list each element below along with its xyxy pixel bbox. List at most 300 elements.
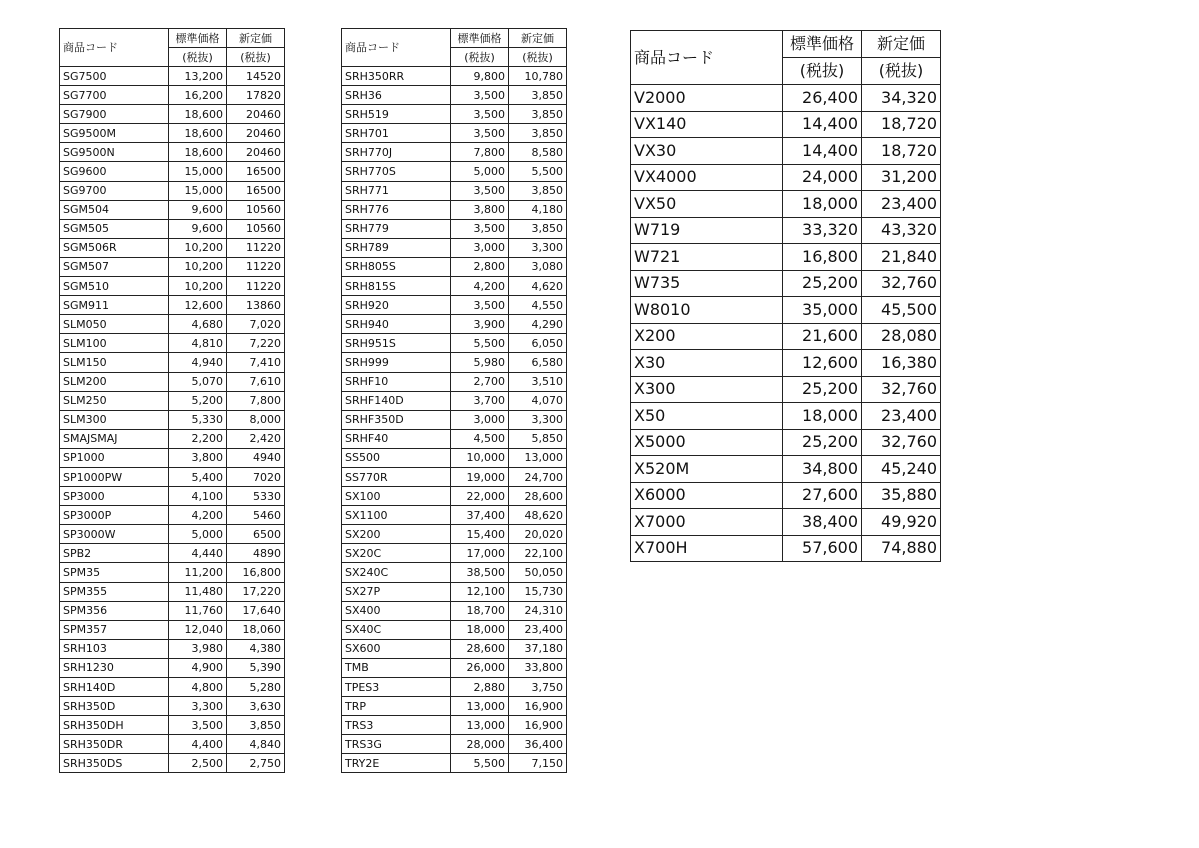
standard-price-cell: 16,800 xyxy=(783,244,862,271)
product-code-cell: TPES3 xyxy=(342,678,451,697)
new-price-cell: 24,310 xyxy=(509,601,567,620)
new-price-cell: 7,800 xyxy=(227,391,285,410)
standard-price-cell: 26,000 xyxy=(451,658,509,677)
product-code-cell: SPM35 xyxy=(60,563,169,582)
standard-price-cell: 38,400 xyxy=(783,509,862,536)
table-row xyxy=(60,506,285,525)
product-code-cell: SX200 xyxy=(342,525,451,544)
standard-price-cell: 15,000 xyxy=(169,162,227,181)
table-row xyxy=(631,297,941,324)
standard-price-cell: 27,600 xyxy=(783,482,862,509)
table-row xyxy=(631,164,941,191)
standard-price-cell: 3,300 xyxy=(169,697,227,716)
product-code-cell: SP3000 xyxy=(60,487,169,506)
standard-price-cell: 5,000 xyxy=(451,162,509,181)
new-price-cell: 6,580 xyxy=(509,353,567,372)
standard-price-cell: 3,500 xyxy=(451,219,509,238)
table-row xyxy=(631,429,941,456)
table-row xyxy=(60,487,285,506)
new-price-cell: 28,080 xyxy=(862,323,941,350)
standard-price-cell: 18,700 xyxy=(451,601,509,620)
table-row xyxy=(342,525,567,544)
standard-price-cell: 4,680 xyxy=(169,315,227,334)
standard-price-cell: 4,440 xyxy=(169,544,227,563)
table-row xyxy=(60,315,285,334)
product-code-cell: SRH771 xyxy=(342,181,451,200)
new-price-cell: 13,000 xyxy=(509,448,567,467)
table-row xyxy=(60,735,285,754)
table-row xyxy=(342,257,567,276)
table-row xyxy=(60,697,285,716)
table-row xyxy=(60,257,285,276)
table-row xyxy=(631,535,941,562)
table-row xyxy=(342,754,567,773)
table-row xyxy=(342,238,567,257)
new-price-cell: 3,080 xyxy=(509,257,567,276)
product-code-cell: SP1000 xyxy=(60,448,169,467)
table-row xyxy=(60,429,285,448)
product-code-cell: SP3000W xyxy=(60,525,169,544)
new-price-cell: 36,400 xyxy=(509,735,567,754)
table-row xyxy=(342,315,567,334)
new-price-cell: 48,620 xyxy=(509,506,567,525)
new-price-cell: 3,850 xyxy=(509,86,567,105)
standard-price-cell: 3,500 xyxy=(451,124,509,143)
table-row xyxy=(60,582,285,601)
standard-price-cell: 4,200 xyxy=(451,277,509,296)
new-price-cell: 16500 xyxy=(227,162,285,181)
product-code-cell: SRH815S xyxy=(342,277,451,296)
standard-price-cell: 4,100 xyxy=(169,487,227,506)
table-row xyxy=(342,620,567,639)
product-code-cell: SX20C xyxy=(342,544,451,563)
standard-price-cell: 2,200 xyxy=(169,429,227,448)
table-row xyxy=(60,162,285,181)
standard-price-cell: 3,500 xyxy=(169,716,227,735)
table-row xyxy=(60,67,285,86)
table-row xyxy=(60,105,285,124)
standard-price-cell: 3,800 xyxy=(169,448,227,467)
new-price-cell: 16,800 xyxy=(227,563,285,582)
new-price-cell: 23,400 xyxy=(509,620,567,639)
table-row xyxy=(60,639,285,658)
standard-price-cell: 14,400 xyxy=(783,138,862,165)
table-row xyxy=(60,658,285,677)
table-row xyxy=(631,85,941,112)
product-code-cell: SRH350DR xyxy=(60,735,169,754)
product-code-cell: W8010 xyxy=(631,297,783,324)
standard-price-cell: 3,900 xyxy=(451,315,509,334)
product-code-cell: TRY2E xyxy=(342,754,451,773)
standard-price-cell: 9,600 xyxy=(169,219,227,238)
standard-price-cell: 11,760 xyxy=(169,601,227,620)
standard-price-cell: 5,000 xyxy=(169,525,227,544)
standard-price-cell: 35,000 xyxy=(783,297,862,324)
standard-price-cell: 3,500 xyxy=(451,181,509,200)
new-price-cell: 3,750 xyxy=(509,678,567,697)
table-row xyxy=(342,429,567,448)
standard-price-cell: 11,480 xyxy=(169,582,227,601)
table-row xyxy=(342,372,567,391)
standard-price-cell: 12,040 xyxy=(169,620,227,639)
table-row xyxy=(60,181,285,200)
product-code-cell: SX240C xyxy=(342,563,451,582)
header-standard-price: 標準価格 xyxy=(451,29,509,48)
header-tax-excluded: (税抜) xyxy=(169,48,227,67)
product-code-cell: SGM510 xyxy=(60,277,169,296)
product-code-cell: SRH519 xyxy=(342,105,451,124)
product-code-cell: SP3000P xyxy=(60,506,169,525)
new-price-cell: 5,500 xyxy=(509,162,567,181)
table-row xyxy=(342,506,567,525)
new-price-cell: 18,720 xyxy=(862,111,941,138)
standard-price-cell: 2,800 xyxy=(451,257,509,276)
standard-price-cell: 3,500 xyxy=(451,296,509,315)
new-price-cell: 4890 xyxy=(227,544,285,563)
product-code-cell: X520M xyxy=(631,456,783,483)
product-code-cell: SLM250 xyxy=(60,391,169,410)
new-price-cell: 20,020 xyxy=(509,525,567,544)
product-code-cell: X50 xyxy=(631,403,783,430)
product-code-cell: SRH350RR xyxy=(342,67,451,86)
standard-price-cell: 12,600 xyxy=(783,350,862,377)
product-code-cell: SRHF10 xyxy=(342,372,451,391)
standard-price-cell: 19,000 xyxy=(451,467,509,486)
standard-price-cell: 4,810 xyxy=(169,334,227,353)
product-code-cell: SX27P xyxy=(342,582,451,601)
table-row xyxy=(342,105,567,124)
product-code-cell: SMAJSMAJ xyxy=(60,429,169,448)
product-code-cell: W721 xyxy=(631,244,783,271)
product-code-cell: SRH103 xyxy=(60,639,169,658)
product-code-cell: TRS3G xyxy=(342,735,451,754)
product-code-cell: X6000 xyxy=(631,482,783,509)
new-price-cell: 7,020 xyxy=(227,315,285,334)
new-price-cell: 14520 xyxy=(227,67,285,86)
table-row xyxy=(342,563,567,582)
product-code-cell: X700H xyxy=(631,535,783,562)
table-row xyxy=(60,219,285,238)
standard-price-cell: 12,100 xyxy=(451,582,509,601)
product-code-cell: SGM506R xyxy=(60,238,169,257)
standard-price-cell: 16,200 xyxy=(169,86,227,105)
product-code-cell: X7000 xyxy=(631,509,783,536)
product-code-cell: SLM150 xyxy=(60,353,169,372)
new-price-cell: 2,750 xyxy=(227,754,285,773)
product-code-cell: SRH36 xyxy=(342,86,451,105)
table-row xyxy=(631,191,941,218)
standard-price-cell: 26,400 xyxy=(783,85,862,112)
standard-price-cell: 5,400 xyxy=(169,467,227,486)
new-price-cell: 3,850 xyxy=(509,219,567,238)
standard-price-cell: 15,400 xyxy=(451,525,509,544)
table-row xyxy=(342,391,567,410)
table-row xyxy=(631,376,941,403)
new-price-cell: 5,390 xyxy=(227,658,285,677)
product-code-cell: SRH701 xyxy=(342,124,451,143)
new-price-cell: 4,180 xyxy=(509,200,567,219)
product-code-cell: SRH1230 xyxy=(60,658,169,677)
standard-price-cell: 18,000 xyxy=(783,403,862,430)
table-row xyxy=(342,735,567,754)
standard-price-cell: 34,800 xyxy=(783,456,862,483)
product-code-cell: X30 xyxy=(631,350,783,377)
new-price-cell: 3,630 xyxy=(227,697,285,716)
new-price-cell: 16,900 xyxy=(509,697,567,716)
product-code-cell: SG7700 xyxy=(60,86,169,105)
new-price-cell: 35,880 xyxy=(862,482,941,509)
product-code-cell: SRH776 xyxy=(342,200,451,219)
new-price-cell: 31,200 xyxy=(862,164,941,191)
table-row xyxy=(60,544,285,563)
header-tax-excluded: (税抜) xyxy=(451,48,509,67)
standard-price-cell: 3,980 xyxy=(169,639,227,658)
standard-price-cell: 17,000 xyxy=(451,544,509,563)
new-price-cell: 22,100 xyxy=(509,544,567,563)
price-table-b xyxy=(341,28,567,773)
table-row xyxy=(631,403,941,430)
new-price-cell: 16,900 xyxy=(509,716,567,735)
new-price-cell: 24,700 xyxy=(509,467,567,486)
new-price-cell: 20460 xyxy=(227,143,285,162)
new-price-cell: 7,220 xyxy=(227,334,285,353)
table-row xyxy=(342,219,567,238)
new-price-cell: 43,320 xyxy=(862,217,941,244)
table-row xyxy=(60,391,285,410)
table-row xyxy=(60,372,285,391)
standard-price-cell: 33,320 xyxy=(783,217,862,244)
product-code-cell: SG7500 xyxy=(60,67,169,86)
product-code-cell: SRH350DH xyxy=(60,716,169,735)
product-code-cell: SRH770J xyxy=(342,143,451,162)
new-price-cell: 33,800 xyxy=(509,658,567,677)
table-row xyxy=(631,217,941,244)
new-price-cell: 32,760 xyxy=(862,429,941,456)
product-code-cell: W735 xyxy=(631,270,783,297)
standard-price-cell: 12,600 xyxy=(169,296,227,315)
product-code-cell: X5000 xyxy=(631,429,783,456)
product-code-cell: SRH140D xyxy=(60,678,169,697)
standard-price-cell: 4,800 xyxy=(169,678,227,697)
standard-price-cell: 13,000 xyxy=(451,697,509,716)
new-price-cell: 15,730 xyxy=(509,582,567,601)
new-price-cell: 5,280 xyxy=(227,678,285,697)
header-tax-excluded: (税抜) xyxy=(509,48,567,67)
standard-price-cell: 13,000 xyxy=(451,716,509,735)
new-price-cell: 8,000 xyxy=(227,410,285,429)
table-row xyxy=(631,350,941,377)
product-code-cell: TRP xyxy=(342,697,451,716)
product-code-cell: SRHF350D xyxy=(342,410,451,429)
standard-price-cell: 10,200 xyxy=(169,257,227,276)
standard-price-cell: 7,800 xyxy=(451,143,509,162)
header-code: 商品コード xyxy=(60,29,169,67)
product-code-cell: SG9700 xyxy=(60,181,169,200)
table-row xyxy=(342,67,567,86)
header-standard-price: 標準価格 xyxy=(783,31,862,58)
new-price-cell: 3,850 xyxy=(509,124,567,143)
new-price-cell: 18,720 xyxy=(862,138,941,165)
product-code-cell: SX600 xyxy=(342,639,451,658)
standard-price-cell: 5,980 xyxy=(451,353,509,372)
product-code-cell: VX4000 xyxy=(631,164,783,191)
standard-price-cell: 15,000 xyxy=(169,181,227,200)
standard-price-cell: 10,200 xyxy=(169,277,227,296)
header-standard-price: 標準価格 xyxy=(169,29,227,48)
table-row xyxy=(60,754,285,773)
standard-price-cell: 4,900 xyxy=(169,658,227,677)
standard-price-cell: 11,200 xyxy=(169,563,227,582)
product-code-cell: SG9600 xyxy=(60,162,169,181)
standard-price-cell: 4,940 xyxy=(169,353,227,372)
product-code-cell: SPM356 xyxy=(60,601,169,620)
new-price-cell: 50,050 xyxy=(509,563,567,582)
product-code-cell: SG9500N xyxy=(60,143,169,162)
table-row xyxy=(631,456,941,483)
table-row xyxy=(342,277,567,296)
table-row xyxy=(342,601,567,620)
product-code-cell: SP1000PW xyxy=(60,467,169,486)
new-price-cell: 3,510 xyxy=(509,372,567,391)
new-price-cell: 21,840 xyxy=(862,244,941,271)
standard-price-cell: 18,000 xyxy=(783,191,862,218)
table-row xyxy=(60,124,285,143)
table-row xyxy=(342,697,567,716)
new-price-cell: 45,240 xyxy=(862,456,941,483)
product-code-cell: VX140 xyxy=(631,111,783,138)
header-tax-excluded: (税抜) xyxy=(862,58,941,85)
new-price-cell: 3,850 xyxy=(509,105,567,124)
header-code: 商品コード xyxy=(342,29,451,67)
product-code-cell: SG7900 xyxy=(60,105,169,124)
table-row xyxy=(342,639,567,658)
product-code-cell: SPB2 xyxy=(60,544,169,563)
new-price-cell: 3,300 xyxy=(509,410,567,429)
new-price-cell: 20460 xyxy=(227,124,285,143)
table-row xyxy=(342,296,567,315)
standard-price-cell: 5,330 xyxy=(169,410,227,429)
new-price-cell: 3,300 xyxy=(509,238,567,257)
standard-price-cell: 4,500 xyxy=(451,429,509,448)
new-price-cell: 4,380 xyxy=(227,639,285,658)
product-code-cell: SGM505 xyxy=(60,219,169,238)
product-code-cell: SLM200 xyxy=(60,372,169,391)
product-code-cell: W719 xyxy=(631,217,783,244)
standard-price-cell: 4,200 xyxy=(169,506,227,525)
new-price-cell: 6500 xyxy=(227,525,285,544)
table-row xyxy=(342,678,567,697)
product-code-cell: SRH770S xyxy=(342,162,451,181)
new-price-cell: 4,550 xyxy=(509,296,567,315)
table-row xyxy=(342,181,567,200)
new-price-cell: 18,060 xyxy=(227,620,285,639)
new-price-cell: 3,850 xyxy=(227,716,285,735)
product-code-cell: SGM504 xyxy=(60,200,169,219)
new-price-cell: 7020 xyxy=(227,467,285,486)
standard-price-cell: 5,070 xyxy=(169,372,227,391)
table-row xyxy=(60,601,285,620)
new-price-cell: 5,850 xyxy=(509,429,567,448)
new-price-cell: 23,400 xyxy=(862,191,941,218)
header-new-price: 新定価 xyxy=(509,29,567,48)
header-new-price: 新定価 xyxy=(227,29,285,48)
table-row xyxy=(60,296,285,315)
standard-price-cell: 10,000 xyxy=(451,448,509,467)
table-row xyxy=(60,448,285,467)
new-price-cell: 7,150 xyxy=(509,754,567,773)
price-table-c xyxy=(630,30,941,562)
table-row xyxy=(342,200,567,219)
table-row xyxy=(631,323,941,350)
standard-price-cell: 18,600 xyxy=(169,143,227,162)
product-code-cell: TMB xyxy=(342,658,451,677)
header-code: 商品コード xyxy=(631,31,783,85)
standard-price-cell: 3,700 xyxy=(451,391,509,410)
new-price-cell: 4,840 xyxy=(227,735,285,754)
new-price-cell: 32,760 xyxy=(862,270,941,297)
standard-price-cell: 2,700 xyxy=(451,372,509,391)
table-row xyxy=(342,353,567,372)
product-code-cell: VX30 xyxy=(631,138,783,165)
standard-price-cell: 21,600 xyxy=(783,323,862,350)
table-row xyxy=(60,238,285,257)
product-code-cell: SPM357 xyxy=(60,620,169,639)
table-row xyxy=(60,200,285,219)
table-row xyxy=(342,467,567,486)
header-new-price: 新定価 xyxy=(862,31,941,58)
new-price-cell: 4,290 xyxy=(509,315,567,334)
new-price-cell: 10560 xyxy=(227,200,285,219)
new-price-cell: 13860 xyxy=(227,296,285,315)
product-code-cell: SX400 xyxy=(342,601,451,620)
product-code-cell: SRH789 xyxy=(342,238,451,257)
table-row xyxy=(60,353,285,372)
product-code-cell: X300 xyxy=(631,376,783,403)
standard-price-cell: 5,500 xyxy=(451,754,509,773)
standard-price-cell: 25,200 xyxy=(783,376,862,403)
product-code-cell: SS500 xyxy=(342,448,451,467)
table-row xyxy=(60,716,285,735)
new-price-cell: 7,410 xyxy=(227,353,285,372)
standard-price-cell: 3,800 xyxy=(451,200,509,219)
standard-price-cell: 10,200 xyxy=(169,238,227,257)
table-row xyxy=(60,334,285,353)
standard-price-cell: 9,600 xyxy=(169,200,227,219)
standard-price-cell: 28,000 xyxy=(451,735,509,754)
standard-price-cell: 3,500 xyxy=(451,86,509,105)
product-code-cell: SRH350DS xyxy=(60,754,169,773)
product-code-cell: SRH940 xyxy=(342,315,451,334)
table-row xyxy=(631,138,941,165)
table-row xyxy=(342,716,567,735)
table-row xyxy=(60,277,285,296)
product-code-cell: TRS3 xyxy=(342,716,451,735)
product-code-cell: V2000 xyxy=(631,85,783,112)
product-code-cell: SRH951S xyxy=(342,334,451,353)
product-code-cell: SX100 xyxy=(342,487,451,506)
table-row xyxy=(631,111,941,138)
standard-price-cell: 28,600 xyxy=(451,639,509,658)
standard-price-cell: 14,400 xyxy=(783,111,862,138)
product-code-cell: SRHF140D xyxy=(342,391,451,410)
standard-price-cell: 9,800 xyxy=(451,67,509,86)
new-price-cell: 16,380 xyxy=(862,350,941,377)
product-code-cell: SRH920 xyxy=(342,296,451,315)
standard-price-cell: 24,000 xyxy=(783,164,862,191)
new-price-cell: 4,070 xyxy=(509,391,567,410)
table-row xyxy=(60,410,285,429)
header-tax-excluded: (税抜) xyxy=(783,58,862,85)
